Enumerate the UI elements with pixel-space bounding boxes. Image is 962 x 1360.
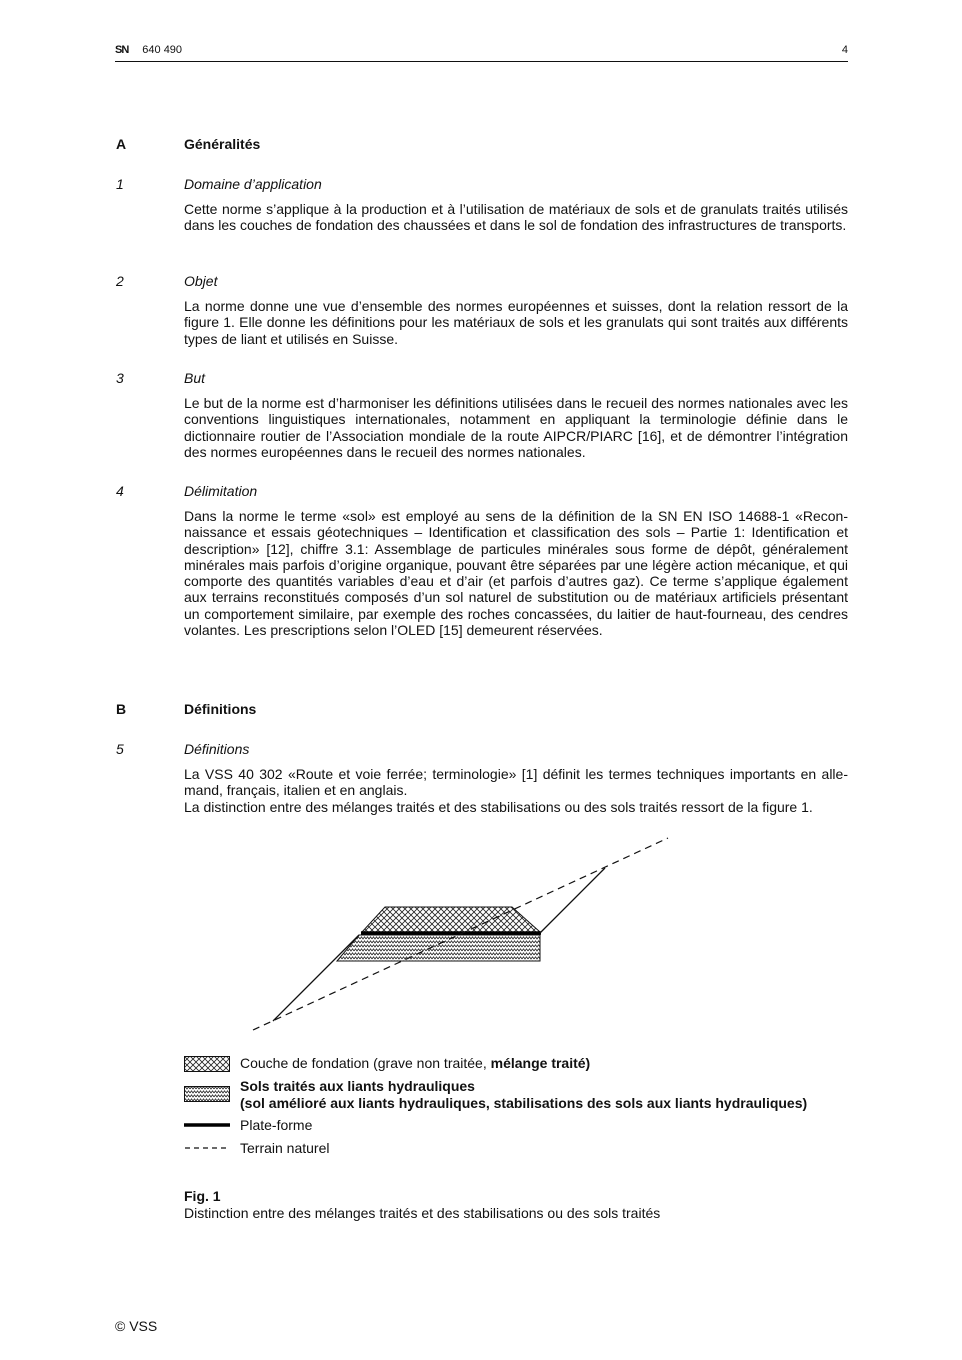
legend-treated-soil-line-1: Sols traités aux liants hydrauliques <box>240 1078 475 1094</box>
legend-foundation-text: Couche de fondation (grave non traitée, <box>240 1055 491 1071</box>
legend-swatch-foundation <box>184 1056 230 1072</box>
item-2-title: Objet <box>184 273 218 289</box>
footer-copyright: © VSS <box>115 1318 158 1334</box>
item-3-title: But <box>184 370 206 386</box>
sn-logo: SN <box>115 44 129 56</box>
foundation-course-layer <box>362 907 540 932</box>
legend-swatch-terrain <box>184 1140 230 1156</box>
legend-swatch-formation <box>184 1117 230 1133</box>
legend-item-terrain: Terrain naturel <box>240 1140 330 1156</box>
item-3-text: Le but de la norme est d’harmoniser les définitions utilisées dans le recueil des normes nationales avec les conventions linguistiques internationales, notamment en appliquant la terminologie définie dans le dictionnaire routier de l’Association mondiale de la route AIPCR/PIARC [16], et de démontrer l’intégration des normes européennes dans le recueil des normes nationales. <box>184 395 848 460</box>
legend-item-treated-soil <box>240 1078 807 1112</box>
section-a-title: Généralités <box>184 136 261 152</box>
item-5-title: Définitions <box>184 741 250 757</box>
item-1-text: Cette norme s’applique à la production et à l’utilisation de matériaux de sols et de granulats traités utilisés dans les couches de fondation des chaussées et dans le sol de fondation des infrastructures de transports. <box>184 201 848 234</box>
legend-item-foundation <box>240 1055 590 1072</box>
page-number: 4 <box>841 44 848 56</box>
item-5-text-line-1: La VSS 40 302 «Route et voie ferrée; terminologie» [1] définit les termes techniques importants en allemand, français, italien et en anglais. <box>184 766 848 799</box>
legend-treated-soil-line-2: (sol amélioré aux liants hydrauliques, stabilisations des sols aux liants hydrauliques) <box>240 1095 808 1111</box>
section-b-title: Définitions <box>184 701 257 717</box>
figure-label: Fig. 1 <box>184 1188 221 1204</box>
item-4-number: 4 <box>116 483 124 499</box>
legend-foundation-bold: mélange traité) <box>490 1055 591 1071</box>
item-4-title: Délimitation <box>184 483 258 499</box>
treated-soil-layer <box>337 935 540 961</box>
figure-caption: Distinction entre des mélanges traités et des stabilisations ou des sols traités <box>184 1205 661 1221</box>
natural-terrain-line <box>253 838 668 1030</box>
left-slope-line <box>273 935 359 1021</box>
doc-number: 640 490 <box>142 44 183 56</box>
section-a-letter: A <box>116 136 127 152</box>
item-2-number: 2 <box>116 273 124 289</box>
legend-item-formation: Plate-forme <box>240 1117 313 1133</box>
item-2-text: La norme donne une vue d’ensemble des normes européennes et suisses, dont la relation ressort de la figure 1. Elle donne les définitions pour les matériaux de sols et les granulats qui sont traités aux différents types de liant et utilisés en Suisse. <box>184 298 848 347</box>
item-3-number: 3 <box>116 370 124 386</box>
item-5-number: 5 <box>116 741 124 757</box>
section-b-letter: B <box>116 701 127 717</box>
item-1-title: Domaine d’application <box>184 176 322 192</box>
item-4-text: Dans la norme le terme «sol» est employé au sens de la définition de la SN EN ISO 14688-1 «Reconnaissance et essais géotechniques – Identification et classification des sols – Partie 1: Identification et description» [12], chiffre 3.1: Assemblage de particules minérales sous forme de dépôt, généralement minérales mais parfois d’origine organique, pouvant être séparées par une légère action mécanique, et qui comporte des quantités variables d’eau et d’air (et parfois d’autres gaz). Ce terme s’applique également aux terrains reconstitués composés d’un sol naturel de substitution ou de matériaux artificiels présentant un comportement similaire, par exemple des roches concassées, du laitier de haut-fourneau, des cendres volantes. Les prescriptions selon l’OLED [15] demeurent réservées. <box>184 508 848 639</box>
right-slope-line <box>540 868 605 933</box>
item-1-number: 1 <box>116 176 124 192</box>
legend-swatch-treated-soil <box>184 1086 230 1102</box>
item-5-text-line-2: La distinction entre des mélanges traités et des stabilisations ou des sols traités ressort de la figure 1. <box>184 798 813 815</box>
